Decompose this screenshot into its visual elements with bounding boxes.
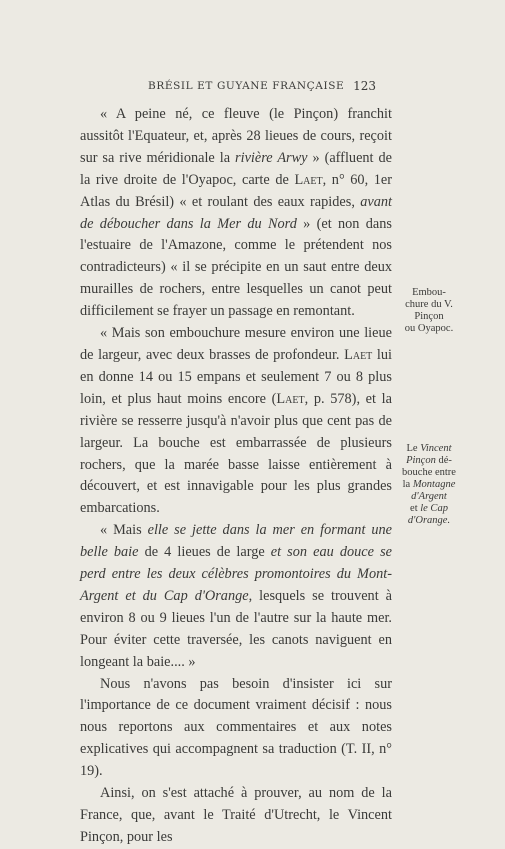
paragraph — [80, 520, 392, 673]
margin-note-line: d'Orange. — [407, 515, 451, 526]
margin-note-line: Pinçon — [414, 311, 444, 322]
paragraph — [80, 323, 392, 520]
margin-note-line: d'Argent — [411, 491, 447, 502]
text-run: et son eau douce se perd entre les deux célèbres promontoires du Mont-Argent et du Cap d'Orange — [80, 544, 392, 604]
margin-note-embouchure — [398, 287, 460, 335]
margin-note-line — [398, 479, 460, 491]
text-run: elle se jette dans la mer en formant une belle baie — [80, 522, 392, 561]
text-run: Ainsi, on s'est attaché à prouver, au nom de la France, que, avant le Traité d'Utrecht, le Vincent Pinçon, pour les — [80, 785, 392, 845]
text-run: « A peine né, ce fleuve (le Pinçon) franchit aussitôt l'Equateur, et, après 28 lieues de cours, reçoit sur sa rive méridionale la — [80, 106, 392, 166]
text-run: Laet — [344, 346, 373, 363]
text-run: » (affluent de la rive droite de l'Oyapoc, carte de — [80, 149, 392, 188]
margin-note-cap-orange — [398, 443, 460, 527]
margin-note-line — [398, 455, 460, 467]
text-run: » (et non dans l'estuaire de l'Amazone, comme le prétendent nos contradicteurs) « il se précipite en un saut entre deux murailles de rochers, entre lesquelles un canot peut difficilement se frayer un passage en remontant. — [80, 215, 392, 320]
text-run: « Mais — [100, 522, 148, 539]
margin-note-italic: dé- — [438, 455, 452, 466]
margin-note-line: Embou- — [412, 287, 446, 298]
margin-note-line: chure du V. — [405, 299, 453, 310]
text-run: de 4 lieues de large — [138, 544, 271, 561]
margin-note-word: la — [402, 479, 413, 490]
text-run: , lesquels se trouvent à environ 8 ou 9 lieues l'un de l'autre sur la haute mer. Pour éviter cette traversée, les canots naviguent en longeant la baie.... » — [80, 587, 392, 670]
text-run: avant de déboucher dans la Mer du Nord — [80, 193, 392, 232]
text-run: Laet — [276, 390, 305, 407]
text-run: « Mais son embouchure mesure environ une lieue de largeur, avec deux brasses de profondeur. — [80, 325, 392, 363]
text-run: rivière Arwy — [235, 149, 308, 166]
text-run: Nous n'avons pas besoin d'insister ici sur l'importance de ce document vraiment décisif : nous nous reportons aux commentaires et aux notes explicatives qui accompagnent sa traduction (T. II, n° 19). — [80, 675, 392, 780]
margin-note-word: Le — [406, 443, 421, 454]
text-run: Laet — [294, 171, 323, 188]
paragraph — [80, 783, 392, 849]
margin-note-line: ou Oyapoc. — [404, 323, 454, 334]
margin-note-line: bouche entre — [402, 467, 456, 478]
text-run: lui en donne 14 ou 15 empans et seulement 7 ou 8 plus loin, et plus haut moins encore ( — [80, 346, 392, 407]
margin-note-word: et — [410, 503, 421, 514]
paragraph — [80, 104, 392, 323]
margin-note-word: Pinçon — [406, 455, 439, 466]
body-text — [80, 104, 392, 849]
text-run: , n° 60, 1er Atlas du Brésil) « et roulant des eaux rapides, — [80, 171, 392, 210]
margin-note-line — [398, 503, 460, 515]
paragraph — [80, 674, 392, 784]
margin-note-italic: Vincent — [420, 443, 452, 454]
margin-note-italic: le Cap — [420, 503, 448, 514]
running-title: BRÉSIL ET GUYANE FRANÇAISE — [148, 80, 345, 92]
page-number: 123 — [353, 79, 376, 93]
margin-note-line — [398, 443, 460, 455]
text-run: , p. 578), et la rivière se resserre jusqu'à n'avoir plus que cent pas de largeur. La bouche est embarrassée de plusieurs rochers, que la marée basse laisse entièrement à découvert, et est innavigable pour les plus grandes embarcations. — [80, 390, 392, 517]
margin-note-italic: Montagne — [412, 479, 456, 490]
